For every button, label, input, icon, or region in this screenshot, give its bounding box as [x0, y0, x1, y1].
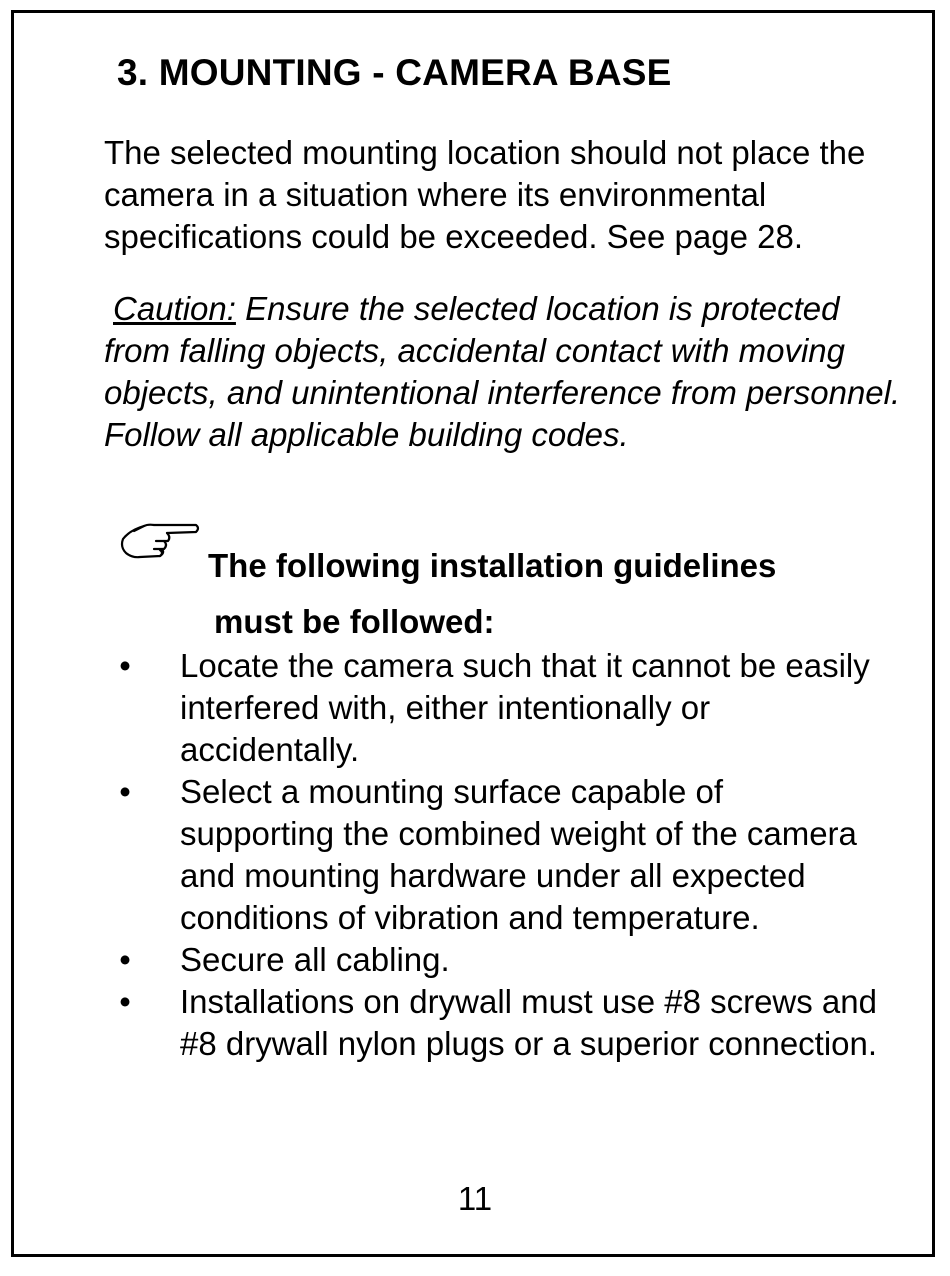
caution-label: Caution:: [113, 290, 236, 327]
list-item: [0, 981, 880, 1065]
list-item: [0, 939, 880, 981]
bullet: •: [119, 647, 131, 684]
caution-text: Ensure the selected location is protected from falling objects, accidental contact with moving objects, and unintentional interference from personnel. Follow all applicable building codes.: [104, 290, 901, 453]
list-item-text: Secure all cabling.: [180, 941, 450, 978]
list-item: [0, 771, 880, 939]
bullet: •: [119, 941, 131, 978]
guidelines-note-line2: must be followed:: [214, 603, 495, 640]
pointing-hand-icon: [118, 518, 200, 562]
list-item-text: Locate the camera such that it cannot be easily interfered with, either intentionally or accidentally.: [180, 647, 870, 768]
page-number: 11: [457, 1180, 493, 1217]
section-heading: 3. MOUNTING - CAMERA BASE: [117, 52, 672, 93]
bullet: •: [119, 983, 131, 1020]
list-item-text: Installations on drywall must use #8 screws and #8 drywall nylon plugs or a superior connection.: [180, 983, 878, 1062]
intro-paragraph: The selected mounting location should not place the camera in a situation where its environmental specifications could be exceeded. See page 28.: [104, 134, 866, 255]
caution-paragraph: [104, 288, 904, 456]
list-item-text: Select a mounting surface capable of supporting the combined weight of the camera and mounting hardware under all expected conditions of vibration and temperature.: [180, 773, 857, 936]
bullet: •: [119, 773, 131, 810]
list-item: [0, 645, 880, 771]
guidelines-note-line1: The following installation guidelines: [208, 547, 777, 584]
guidelines-list: [0, 645, 950, 1065]
